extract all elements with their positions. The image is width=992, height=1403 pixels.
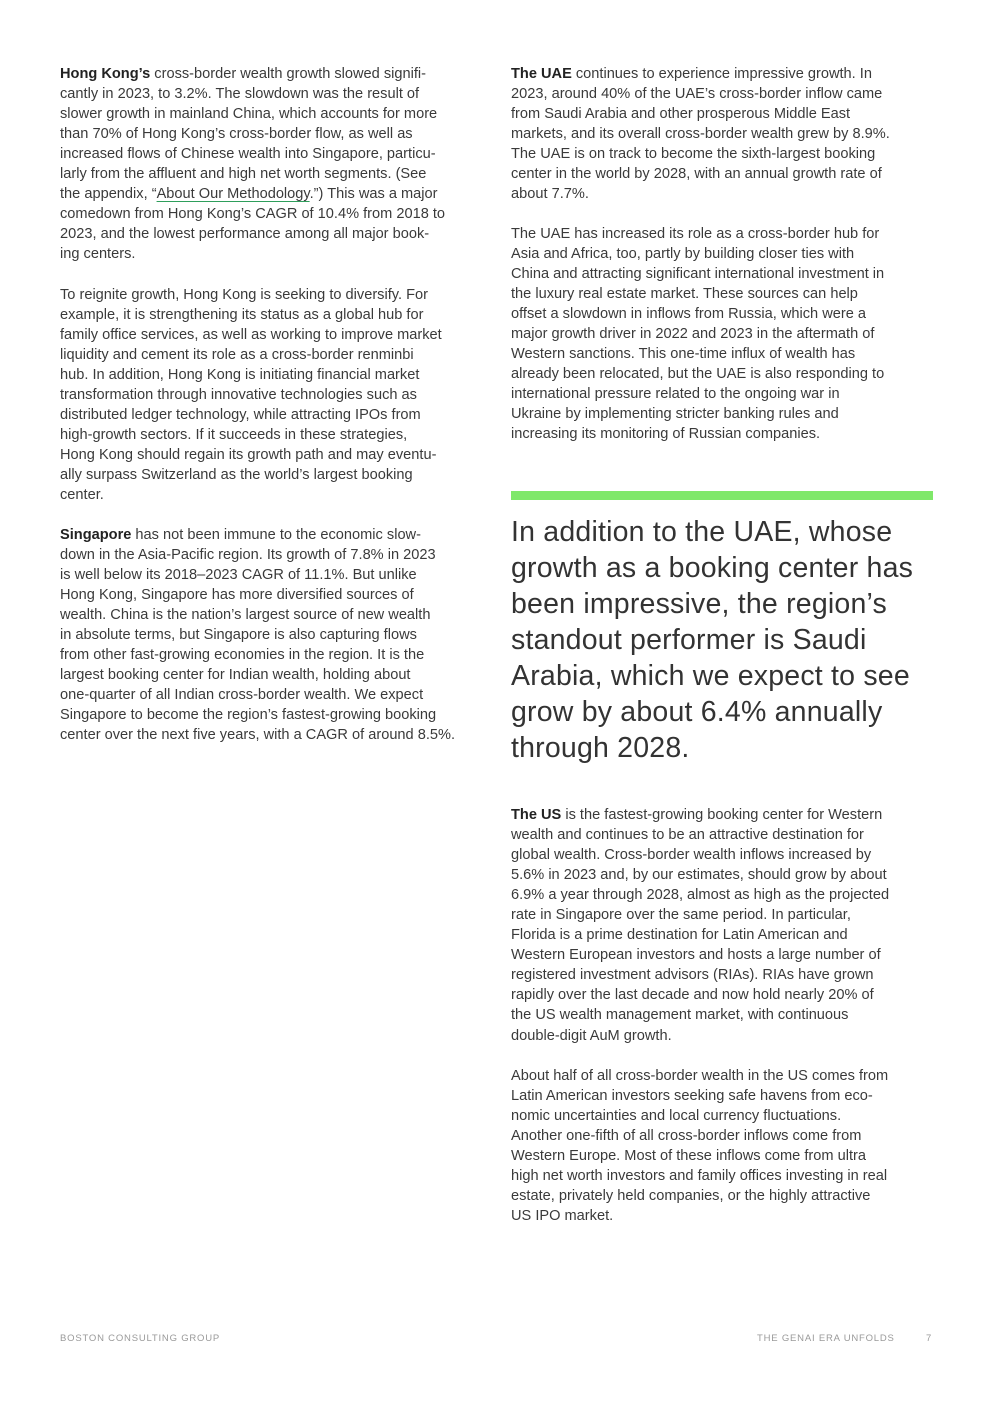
us-paragraph: [511, 805, 951, 1046]
hong-kong-lead: Hong Kong’s: [60, 66, 151, 82]
footer-report-title: THE GENAI ERA UNFOLDS: [757, 1333, 895, 1344]
us-lead: The US: [511, 807, 562, 823]
uae-text: continues to experience impressive growth. In 2023, around 40% of the UAE’s cross-border inflow came from Saudi Arabia and other prosperous Middle East markets, and its overall cross-border wealth grew by 8.9%. The UAE is on track to become the sixth-largest booking center in the world by 2028, with an annual growth rate of about 7.7%.: [511, 66, 890, 203]
uae-lead: The UAE: [511, 66, 572, 82]
pull-quote: In addition to the UAE, whose growth as a booking center has been impressive, the region’s standout performer is Saudi Arabia, which we expect to see grow by about 6.4% annually through 2028.: [511, 516, 914, 764]
footer-publisher: BOSTON CONSULTING GROUP: [60, 1333, 221, 1344]
us-text: is the fastest-growing booking center for Western wealth and continues to be an attractive destination for global wealth. Cross-border wealth inflows increased by 5.6% in 2023 and, by our estimates, should grow by about 6.9% a year through 2028, almost as high as the projected rate in Singapore over the same period. In particular, Florida is a prime destination for Latin American and Western European investors and hosts a large number of registered investment advisors (RIAs). RIAs have grown rapidly over the last decade and now hold nearly 20% of the US wealth management market, with continuous double-digit AuM growth.: [511, 807, 890, 1044]
us-sources-paragraph: About half of all cross-border wealth in the US comes from Latin American investors seeking safe havens from eco- nomic uncertainties and local currency fluctuations. Another one-fifth of all cross-border inflows come from Western Europe. Most of these inflows come from ultra high net worth investors and family offices investing in real estate, privately held companies, or the highly attractive US IPO market.: [511, 1068, 889, 1225]
footer-page-number: 7: [926, 1333, 933, 1344]
pull-quote-accent-bar: [511, 491, 933, 500]
hong-kong-text: cross-border wealth growth slowed signifi- cantly in 2023, to 3.2%. The slowdown was the result of slower growth in mainland China, which accounts for more than 70% of Hong Kong’s cross-border flow, as well as increased flows of Chinese wealth into Singapore, particu- larly from the affluent and high net worth segments. (See the appendix, “: [60, 66, 438, 203]
methodology-link[interactable]: About Our Methodology: [156, 186, 310, 203]
singapore-paragraph: [60, 525, 500, 746]
uae-paragraph: [511, 64, 951, 204]
hong-kong-text-cont: .”) This was a major comedown from Hong Kong’s CAGR of 10.4% from 2018 to 2023, and the lowest performance among all major book- ing centers.: [60, 186, 446, 263]
uae-hub-paragraph: The UAE has increased its role as a cross-border hub for Asia and Africa, too, partly by building closer ties with China and attracting significant international investment in the luxury real estate market. These sources can help offset a slowdown in inflows from Russia, which were a major growth driver in 2022 and 2023 in the aftermath of Western sanctions. This one-time influx of wealth has already been relocated, but the UAE is also responding to international pressure related to the ongoing war in Ukraine by implementing stricter banking rules and increasing its monitoring of Russian companies.: [511, 226, 885, 443]
hong-kong-paragraph: [60, 64, 500, 264]
reignite-paragraph: To reignite growth, Hong Kong is seeking to diversify. For example, it is strengthening its status as a global hub for family office services, as well as working to improve market liquidity and cement its role as a cross-border renminbi hub. In addition, Hong Kong is initiating financial market transformation through innovative technologies such as distributed ledger technology, while attracting IPOs from high-growth sectors. If it succeeds in these strategies, Hong Kong should regain its growth path and may eventu- ally surpass Switzerland as the world’s largest booking center.: [60, 287, 442, 504]
singapore-lead: Singapore: [60, 527, 132, 543]
singapore-text: has not been immune to the economic slow- down in the Asia-Pacific region. Its growth of 7.8% in 2023 is well below its 2018–2023 CAGR of 11.1%. But unlike Hong Kong, Singapore has more diversified sources of wealth. China is the nation’s largest source of new wealth in absolute terms, but Singapore is also capturing flows from other fast-growing economies in the region. It is the largest booking center for Indian wealth, holding about one-quarter of all Indian cross-border wealth. We expect Singapore to become the region’s fastest-growing booking center over the next five years, with a CAGR of around 8.5%.: [60, 527, 456, 744]
